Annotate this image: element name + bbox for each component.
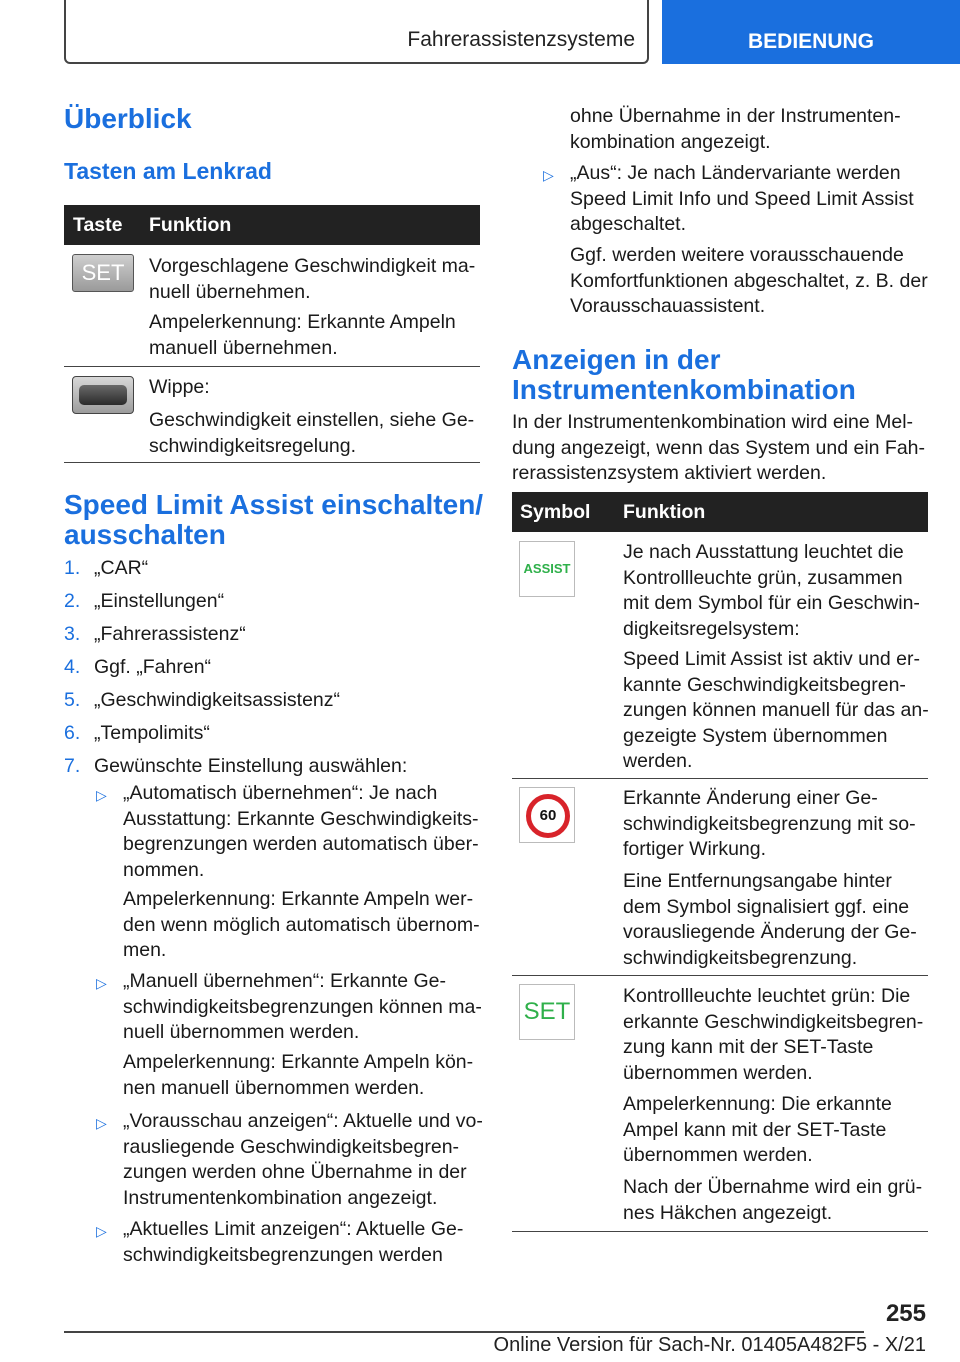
table-bottom-rule bbox=[64, 462, 480, 463]
step-text: „Geschwindigkeitsassistenz“ bbox=[94, 689, 341, 711]
page-number: 255 bbox=[885, 1300, 926, 1327]
continued-text: ohne Übernahme in der Instrumenten- kombination angezeigt. bbox=[570, 105, 901, 153]
symbol2-text-1: Erkannte Änderung einer Ge- schwindigkeitsbegrenzung mit so- fortiger Wirkung. bbox=[623, 787, 916, 860]
step-text: „Fahrerassistenz“ bbox=[94, 623, 246, 645]
bullet-triangle-icon: ▷ bbox=[96, 787, 107, 803]
symbol1-text-1: Je nach Ausstattung leuchtet die Kontrollleuchte grün, zusammen mit dem Symbol für ein Geschwin- digkeitsregelsystem: bbox=[623, 541, 920, 640]
col-header-funktion: Funktion bbox=[149, 214, 232, 236]
table-row-divider bbox=[512, 778, 928, 779]
step-text: „Einstellungen“ bbox=[94, 590, 225, 612]
set-button-icon: SET bbox=[72, 254, 134, 292]
section-speed-limit-assist-title: Speed Limit Assist einschalten/ ausschalten bbox=[64, 489, 484, 550]
option-vorausschau: „Vorausschau anzeigen“: Aktuelle und vo- rausliegende Geschwindigkeitsbegren- zungen werden ohne Übernahme in der Instrumentenkombination angezeigt. bbox=[123, 1110, 483, 1209]
option-automatisch-note: Ampelerkennung: Erkannte Ampeln wer- den wenn möglich automatisch übernom- men. bbox=[123, 888, 480, 961]
step-text: Ggf. „Fahren“ bbox=[94, 656, 212, 678]
assist-indicator-icon: ASSIST bbox=[519, 541, 575, 597]
step-text: Gewünschte Einstellung auswählen: bbox=[94, 755, 408, 777]
header-tab-bedienung[interactable]: BEDIENUNG bbox=[662, 0, 960, 64]
header-section-title: Fahrerassistenzsysteme bbox=[407, 28, 635, 51]
rocker-switch-icon bbox=[72, 376, 134, 414]
option-automatisch: „Automatisch übernehmen“: Je nach Ausstattung: Erkannte Geschwindigkeits- begrenzungen werden automatisch über- nommen. bbox=[123, 782, 479, 881]
anzeigen-intro: In der Instrumentenkombination wird eine Mel- dung angezeigt, wenn das System und ein Fah- rerassistenzsystem aktiviert werden. bbox=[512, 411, 926, 484]
footer-rule bbox=[64, 1331, 864, 1333]
col-header-symbol: Symbol bbox=[520, 501, 591, 523]
step-text: „CAR“ bbox=[94, 557, 149, 579]
symbol3-text-2: Ampelerkennung: Die erkannte Ampel kann mit der SET-Taste übernommen werden. bbox=[623, 1093, 892, 1166]
step-number: 5. bbox=[64, 689, 81, 711]
option-aus: „Aus“: Je nach Ländervariante werden Speed Limit Info und Speed Limit Assist abgeschaltet. bbox=[570, 162, 914, 235]
col-header-taste: Taste bbox=[73, 214, 123, 236]
step-number: 1. bbox=[64, 557, 81, 579]
row1-text-2: Ampelerkennung: Erkannte Ampeln manuell übernehmen. bbox=[149, 311, 456, 359]
row1-text-1: Vorgeschlagene Geschwindigkeit ma- nuell übernehmen. bbox=[149, 255, 476, 303]
set-indicator-icon: SET bbox=[519, 984, 575, 1040]
step-number: 2. bbox=[64, 590, 81, 612]
footer-version: Online Version für Sach-Nr. 01405A482F5 - X/21 bbox=[493, 1334, 926, 1356]
table-row-divider bbox=[64, 366, 480, 367]
bullet-triangle-icon: ▷ bbox=[96, 975, 107, 991]
col-header-funktion: Funktion bbox=[623, 501, 706, 523]
option-manuell-note: Ampelerkennung: Erkannte Ampeln kön- nen manuell übernommen werden. bbox=[123, 1051, 474, 1099]
step-number: 3. bbox=[64, 623, 81, 645]
symbol1-text-2: Speed Limit Assist ist aktiv und er- kannte Geschwindigkeitsbegren- zungen können manuell für das an- gezeigte System übernommen werden. bbox=[623, 648, 929, 772]
symbol2-text-2: Eine Entfernungsangabe hinter dem Symbol signalisiert ggf. eine vorausliegende Änderung der Ge- schwindigkeitsbegrenzung. bbox=[623, 870, 917, 969]
step-number: 7. bbox=[64, 755, 81, 777]
symbol3-text-1: Kontrollleuchte leuchtet grün: Die erkannte Geschwindigkeitsbegren- zung kann mit der SET-Taste übernommen werden. bbox=[623, 985, 924, 1084]
table-row-divider bbox=[512, 975, 928, 976]
bullet-triangle-icon: ▷ bbox=[96, 1223, 107, 1239]
option-aus-note: Ggf. werden weitere vorausschauende Komfortfunktionen abgeschaltet, z. B. der Vorausschauassistent. bbox=[570, 244, 928, 317]
step-number: 6. bbox=[64, 722, 81, 744]
step-text: „Tempolimits“ bbox=[94, 722, 210, 744]
subtitle-tasten: Tasten am Lenkrad bbox=[64, 158, 272, 184]
table-bottom-rule bbox=[512, 1231, 928, 1232]
page-title: Überblick bbox=[64, 103, 192, 134]
bullet-triangle-icon: ▷ bbox=[96, 1115, 107, 1131]
symbol3-text-3: Nach der Übernahme wird ein grü- nes Häkchen angezeigt. bbox=[623, 1176, 923, 1224]
option-manuell: „Manuell übernehmen“: Erkannte Ge- schwindigkeitsbegrenzungen können ma- nuell übernommen werden. bbox=[123, 970, 482, 1043]
row2-label: Wippe: bbox=[149, 376, 210, 398]
buttons-table-header bbox=[64, 205, 480, 245]
symbols-table-header bbox=[512, 492, 928, 532]
bullet-triangle-icon: ▷ bbox=[543, 167, 554, 183]
section-anzeigen-title: Anzeigen in der Instrumentenkombination bbox=[512, 344, 856, 405]
step-number: 4. bbox=[64, 656, 81, 678]
option-aktuelles-limit: „Aktuelles Limit anzeigen“: Aktuelle Ge- schwindigkeitsbegrenzungen werden bbox=[123, 1218, 464, 1266]
speed-limit-sign-icon: 60 bbox=[519, 787, 575, 843]
row2-text: Geschwindigkeit einstellen, siehe Ge- schwindigkeitsregelung. bbox=[149, 409, 475, 457]
